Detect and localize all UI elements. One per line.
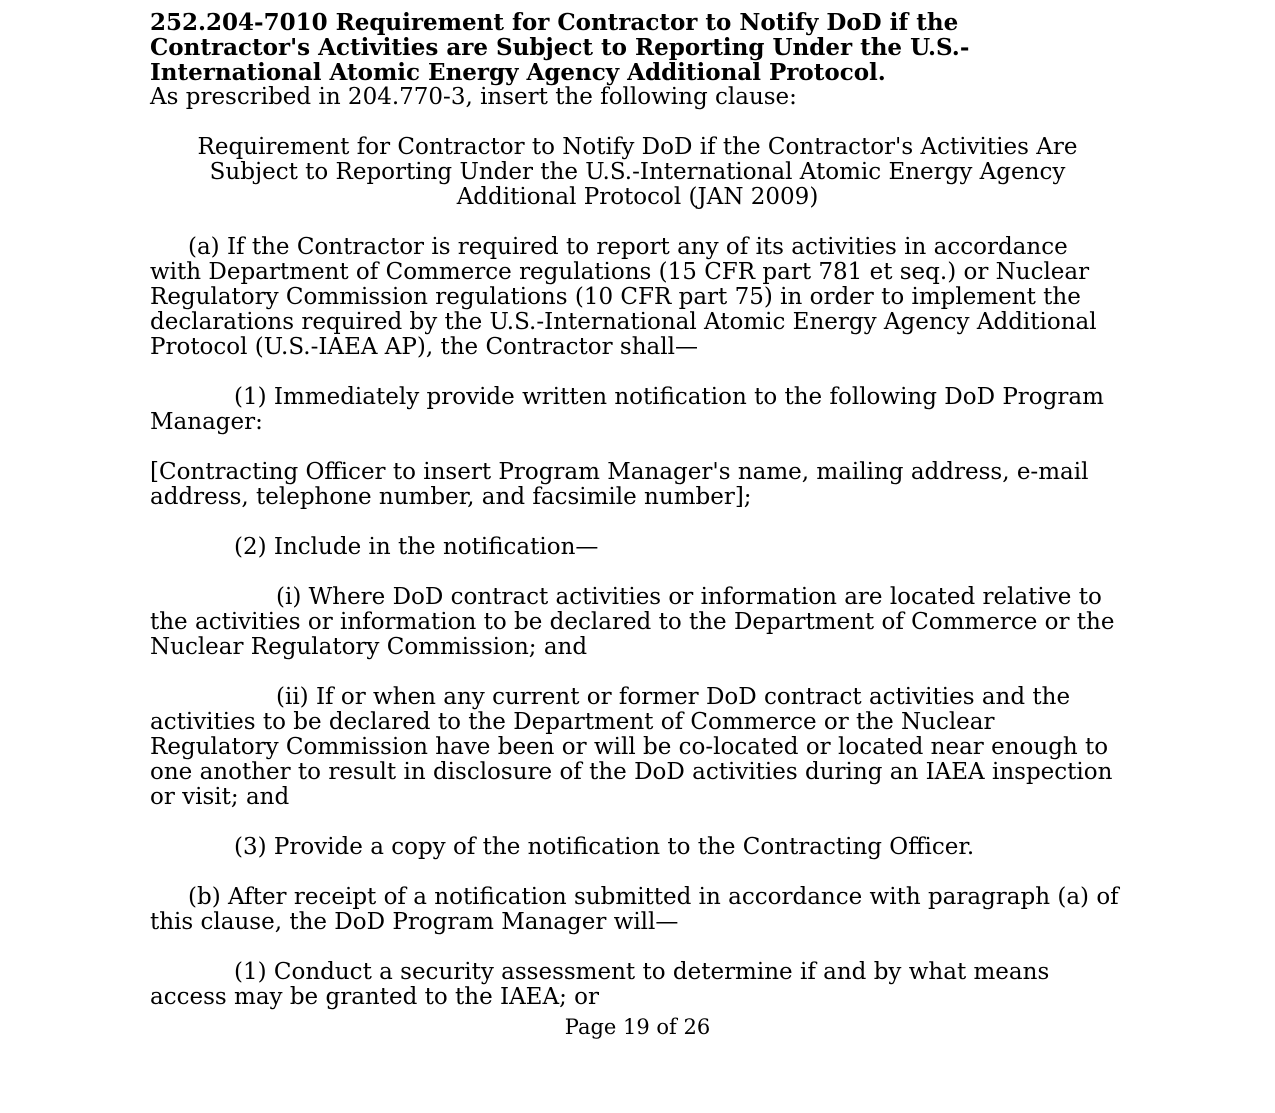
- paragraph-a: (a) If the Contractor is required to report any of its activities in accordance with Department of Commerce regulations (15 CFR part 781 et seq.) or Nuclear Regulatory Commission regulations (10 CFR part 75) in order to implement the declarations required by the U.S.-International Atomic Energy Agency Additional Protocol (U.S.-IAEA AP), the Contractor shall—: [150, 234, 1097, 360]
- paragraph-a-2: (2) Include in the notification—: [234, 534, 599, 560]
- paragraph-b: (b) After receipt of a notification submitted in accordance with paragraph (a) of this clause, the DoD Program Manager will—: [150, 884, 1119, 935]
- paragraph-insert-placeholder: [Contracting Officer to insert Program Manager's name, mailing address, e-mail address, telephone number, and facsimile number];: [150, 459, 1089, 510]
- paragraph-b-1: (1) Conduct a security assessment to determine if and by what means access may be granted to the IAEA; or: [150, 959, 1050, 1010]
- document-page: [150, 10, 1125, 1010]
- paragraph-a-3: (3) Provide a copy of the notification to the Contracting Officer.: [234, 834, 975, 860]
- paragraph-a-1: (1) Immediately provide written notification to the following DoD Program Manager:: [150, 384, 1104, 435]
- paragraph-a-2-ii: (ii) If or when any current or former DoD contract activities and the activities to be declared to the Department of Commerce or the Nuclear Regulatory Commission have been or will be co-located or located near enough to one another to result in disclosure of the DoD activities during an IAEA inspection or visit; and: [150, 684, 1113, 810]
- section-heading: 252.204-7010 Requirement for Contractor to Notify DoD if the Contractor's Activities are Subject to Reporting Under the U.S.-International Atomic Energy Agency Additional Protocol.: [150, 9, 970, 86]
- page-number: Page 19 of 26: [564, 1015, 711, 1039]
- prescription-text: As prescribed in 204.770-3, insert the following clause:: [150, 84, 797, 110]
- paragraph-a-2-i: (i) Where DoD contract activities or information are located relative to the activities or information to be declared to the Department of Commerce or the Nuclear Regulatory Commission; and: [150, 584, 1115, 660]
- clause-title: Requirement for Contractor to Notify DoD if the Contractor's Activities Are Subject to Reporting Under the U.S.-International Atomic Energy Agency Additional Protocol (JAN 2009): [197, 134, 1078, 210]
